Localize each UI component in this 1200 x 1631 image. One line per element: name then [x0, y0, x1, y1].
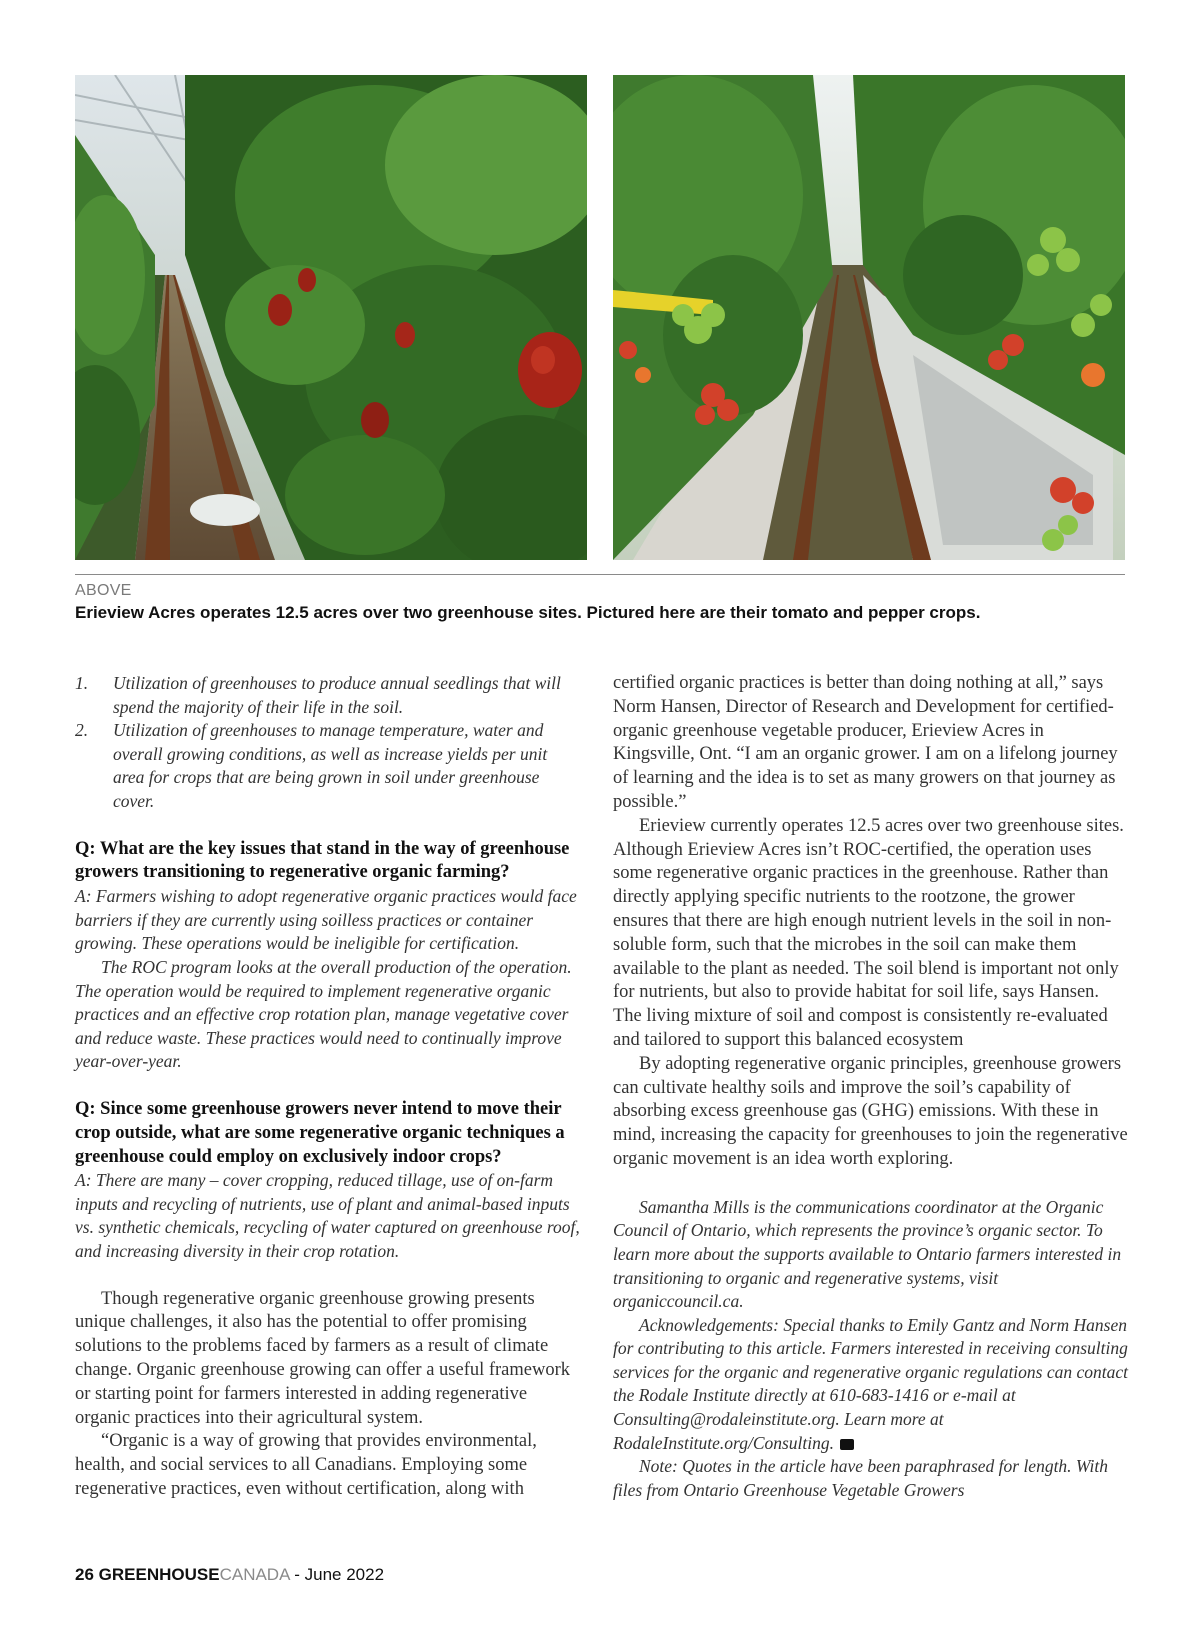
photo-caption: Erieview Acres operates 12.5 acres over two greenhouse sites. Pictured here are their tomato and pepper crops.	[75, 603, 981, 622]
list-text: Utilization of greenhouses to produce annual seedlings that will spend the majority of their life in the soil.	[113, 673, 561, 717]
body-paragraph: By adopting regenerative organic principles, greenhouse growers can cultivate healthy soils and improve the soil’s capability of absorbing excess greenhouse gas (GHG) emissions. With these in mind, increasing the capacity for greenhouses to join the regenerative organic movement is an idea worth exploring.	[613, 1053, 1128, 1169]
acknowledgements	[613, 1314, 1128, 1456]
caption-label: ABOVE	[75, 582, 132, 599]
author-credit: Samantha Mills is the communications coordinator at the Organic Council of Ontario, which represents the province’s organic sector. To learn more about the supports available to Ontario farmers interested in transitioning to organic and regenerative systems, visit organiccouncil.ca.	[613, 1196, 1122, 1312]
tomato-crop-illustration	[613, 75, 1125, 560]
right-column	[613, 672, 1128, 1502]
answer-1-paragraph-2: The ROC program looks at the overall production of the operation. The operation would be required to implement regenerative organic practices and an effective crop rotation plan, manage vegetative cover and reduce waste. These practices would need to continually improve year-over-year.	[75, 956, 572, 1072]
answer-1-paragraph-1: A: Farmers wishing to adopt regenerative organic practices would face barriers if they are currently using soilless practices or container growing. These operations would be ineligible for certification.	[75, 886, 577, 954]
numbered-list	[75, 672, 580, 814]
body-paragraph: “Organic is a way of growing that provides environmental, health, and social services to all Canadians. Employing some regenerative practices, even without certification, along with	[75, 1431, 537, 1500]
magazine-brand-light: CANADA	[219, 1565, 290, 1584]
pepper-crop-photo	[75, 75, 587, 560]
answer-2: A: There are many – cover cropping, reduced tillage, use of on-farm inputs and recycling of nutrients, use of plant and animal-based inputs vs. synthetic chemicals, recycling of water captured on greenhouse roof, and increasing diversity in their crop rotation.	[75, 1170, 580, 1262]
magazine-brand: GREENHOUSE	[98, 1565, 220, 1584]
end-mark-icon: GC	[840, 1439, 854, 1450]
note: Note: Quotes in the article have been paraphrased for length. With files from Ontario Greenhouse Vegetable Growers	[613, 1456, 1109, 1500]
issue-date: - June 2022	[294, 1565, 385, 1584]
acknowledgements-text: Acknowledgements: Special thanks to Emily Gantz and Norm Hansen for contributing to this article. Farmers interested in receiving consulting services for the organic and regenerative organic regulations can contact the Rodale Institute directly at 610-683-1416 or e-mail at Consulting@rodaleinstitute.org. Learn more at RodaleInstitute.org/Consulting.	[613, 1314, 1129, 1453]
page-number: 26	[75, 1565, 94, 1584]
left-column	[75, 672, 580, 1502]
list-number: 1.	[75, 673, 89, 693]
body-paragraph: Though regenerative organic greenhouse growing presents unique challenges, it also has the potential to offer promising solutions to the problems faced by farmers as a result of climate change. Organic greenhouse growing can offer a useful framework or starting point for farmers interested in adding regenerative organic practices into their agricultural system.	[75, 1288, 571, 1428]
question-2: Q: Since some greenhouse growers never intend to move their crop outside, what are some regenerative organic techniques a greenhouse could employ on exclusively indoor crops?	[75, 1098, 565, 1167]
list-text: Utilization of greenhouses to manage temperature, water and overall growing conditions, as well as increase yields per unit area for crops that are being grown in soil under greenhouse cover.	[113, 720, 548, 811]
pepper-crop-illustration	[75, 75, 587, 560]
caption-divider	[75, 574, 1125, 575]
body-paragraph: certified organic practices is better than doing nothing at all,” says Norm Hansen, Director of Research and Development for certified-organic greenhouse vegetable producer, Erieview Acres in Kingsville, Ont. “I am an organic grower. I am on a lifelong journey of learning and the idea is to set as many growers on that journey as possible.”	[613, 673, 1118, 812]
list-item	[75, 719, 580, 813]
list-item	[75, 672, 580, 719]
list-number: 2.	[75, 720, 89, 741]
body-paragraph: Erieview currently operates 12.5 acres over two greenhouse sites. Although Erieview Acres isn’t ROC-certified, the operation uses some regenerative organic practices in the greenhouse. Rather than directly applying specific nutrients to the rootzone, the grower ensures that there are high enough nutrient levels in the soil in non-soluble form, such that the microbes in the soil can make them available to the plant as needed. The soil blend is important not only for nutrients, but also to provide habitat for soil life, says Hansen. The living mixture of soil and compost is consistently re-evaluated and tailored to support this balanced ecosystem	[613, 815, 1124, 1050]
page-footer	[75, 1565, 384, 1585]
tomato-crop-photo	[613, 75, 1125, 560]
question-1: Q: What are the key issues that stand in the way of greenhouse growers transitioning to regenerative organic farming?	[75, 838, 570, 883]
